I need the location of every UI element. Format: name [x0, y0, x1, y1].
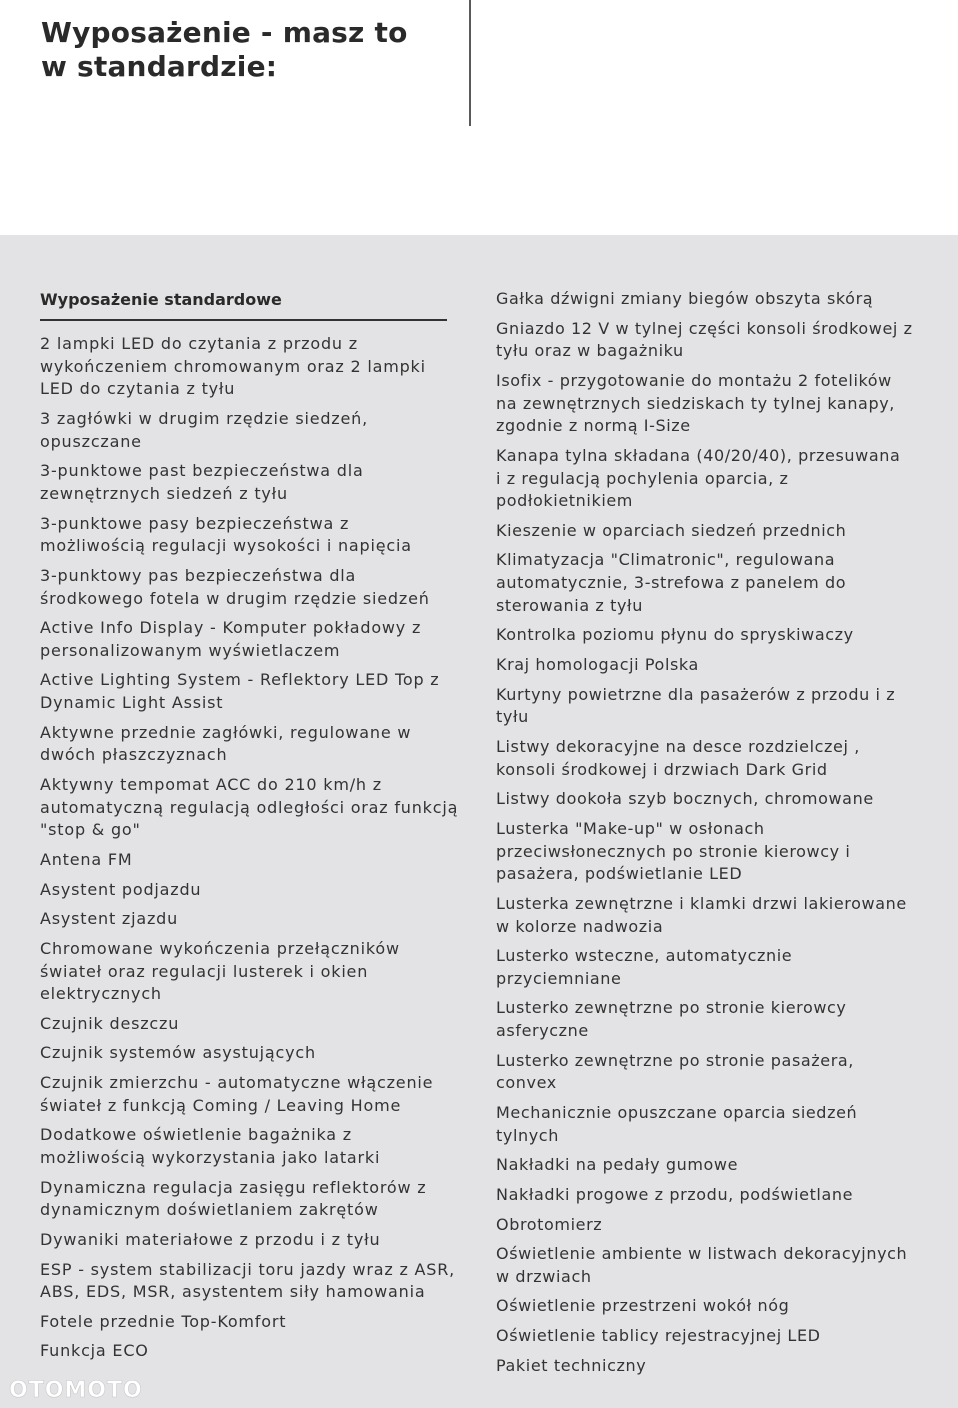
- list-item-line: 3-punktowe pasy bezpieczeństwa z: [40, 513, 350, 533]
- vertical-divider: [469, 0, 471, 126]
- list-item: [496, 624, 916, 647]
- list-item: [40, 1311, 460, 1334]
- list-item-line: automatyczną regulacją odległości oraz funkcją: [40, 797, 459, 817]
- list-item-line: możliwością wykorzystania jako latarki: [40, 1148, 381, 1168]
- list-item-line: Active Info Display - Komputer pokładowy z: [40, 618, 422, 638]
- list-item: [40, 722, 460, 767]
- list-item-line: Mechanicznie opuszczane oparcia siedzeń: [496, 1103, 858, 1123]
- list-item: [496, 445, 916, 513]
- equipment-list-left: [40, 333, 460, 1363]
- list-item-line: Czujnik deszczu: [40, 1013, 180, 1033]
- list-item-line: na zewnętrznych siedziskach ty tylnej kanapy,: [496, 393, 895, 413]
- list-item-line: Listwy dookoła szyb bocznych, chromowane: [496, 789, 874, 809]
- list-item-line: Dynamiczna regulacja zasięgu reflektorów z: [40, 1177, 427, 1197]
- list-item: [40, 938, 460, 1006]
- list-item: [496, 520, 916, 543]
- list-item: [40, 617, 460, 662]
- list-item-line: tyłu: [496, 707, 529, 727]
- list-item: [40, 849, 460, 872]
- list-item-line: automatycznie, 3-strefowa z panelem do: [496, 573, 847, 593]
- list-item-line: Kanapa tylna składana (40/20/40), przesuwana: [496, 445, 901, 465]
- list-item-line: "stop & go": [40, 820, 141, 840]
- list-item-line: 3-punktowy pas bezpieczeństwa dla: [40, 565, 357, 585]
- list-item: [496, 1355, 916, 1378]
- header-area: [0, 0, 958, 235]
- list-item-line: tyłu oraz w bagażniku: [496, 341, 684, 361]
- list-item-line: Antena FM: [40, 850, 133, 870]
- list-item-line: Oświetlenie ambiente w listwach dekoracyjnych: [496, 1244, 908, 1264]
- list-item-line: Dynamic Light Assist: [40, 693, 224, 713]
- list-item: [40, 1340, 460, 1363]
- list-item: [496, 654, 916, 677]
- list-item-line: konsoli środkowej i drzwiach Dark Grid: [496, 759, 828, 779]
- list-item-line: Kontrolka poziomu płynu do spryskiwaczy: [496, 625, 854, 645]
- list-item-line: Active Lighting System - Reflektory LED Top z: [40, 670, 440, 690]
- list-item: [496, 736, 916, 781]
- list-item-line: 3 zagłówki w drugim rzędzie siedzeń,: [40, 409, 368, 428]
- list-item: [496, 370, 916, 438]
- list-item-line: ESP - system stabilizacji toru jazdy wraz z ASR,: [40, 1259, 456, 1279]
- list-item: [496, 684, 916, 729]
- svg-text:OTOMOTO: OTOMOTO: [9, 1378, 143, 1402]
- list-item-line: zewnętrznych siedzeń z tyłu: [40, 484, 288, 503]
- list-item-line: Asystent zjazdu: [40, 909, 179, 929]
- list-item-line: Kurtyny powietrzne dla pasażerów z przodu i z: [496, 684, 896, 704]
- list-item-line: Obrotomierz: [496, 1214, 603, 1234]
- list-item: [496, 1295, 916, 1318]
- list-item-line: Lusterka zewnętrzne i klamki drzwi lakierowane: [496, 893, 907, 913]
- list-item-line: Dywaniki materiałowe z przodu i z tyłu: [40, 1229, 381, 1249]
- list-item: [40, 1124, 460, 1169]
- list-item-line: podłokietnikiem: [496, 491, 633, 511]
- list-item-line: Lusterko zewnętrzne po stronie pasażera,: [496, 1050, 854, 1070]
- list-item: [40, 879, 460, 902]
- list-item: [40, 1177, 460, 1222]
- list-item-line: tylnych: [496, 1125, 559, 1145]
- equipment-list-right: [496, 288, 916, 1377]
- list-item-line: pasażera, podświetlanie LED: [496, 864, 743, 884]
- list-item-line: środkowego fotela w drugim rzędzie siedzeń: [40, 588, 430, 608]
- list-item: [496, 1102, 916, 1147]
- list-item-line: przyciemniane: [496, 968, 622, 988]
- list-item: [496, 788, 916, 811]
- list-item: [496, 1184, 916, 1207]
- list-item-line: Oświetlenie tablicy rejestracyjnej LED: [496, 1326, 821, 1346]
- list-item-line: wykończeniem chromowanym oraz 2 lampki: [40, 356, 426, 376]
- list-item: [496, 318, 916, 363]
- page-title: [41, 16, 441, 84]
- list-item-line: Gniazdo 12 V w tylnej części konsoli środkowej z: [496, 318, 913, 338]
- list-item-line: 2 lampki LED do czytania z przodu z: [40, 334, 358, 353]
- list-item-line: dwóch płaszczyznach: [40, 745, 228, 765]
- list-item: [40, 1259, 460, 1304]
- list-item: [496, 818, 916, 886]
- list-item-line: asferyczne: [496, 1021, 589, 1041]
- list-item-line: Aktywne przednie zagłówki, regulowane w: [40, 722, 412, 742]
- list-item-line: świateł oraz regulacji lusterek i okien: [40, 961, 369, 981]
- page-title-line: w standardzie:: [41, 50, 278, 83]
- list-item-line: Oświetlenie przestrzeni wokół nóg: [496, 1296, 790, 1316]
- list-item-line: w drzwiach: [496, 1266, 592, 1286]
- list-item: [40, 774, 460, 842]
- list-item-line: sterowania z tyłu: [496, 595, 643, 615]
- list-item: [40, 460, 460, 505]
- list-item-line: Gałka dźwigni zmiany biegów obszyta skórą: [496, 289, 874, 308]
- list-item-line: w kolorze nadwozia: [496, 916, 664, 936]
- list-item-line: Listwy dekoracyjne na desce rozdzielczej ,: [496, 736, 860, 756]
- list-item-line: dynamicznym doświetlaniem zakrętów: [40, 1200, 379, 1220]
- list-item: [496, 549, 916, 617]
- right-column: [496, 288, 916, 1384]
- list-item-line: możliwością regulacji wysokości i napięcia: [40, 536, 412, 556]
- left-column: [40, 288, 460, 1370]
- list-item-line: ABS, EDS, MSR, asystentem siły hamowania: [40, 1282, 426, 1302]
- list-item-line: elektrycznych: [40, 984, 162, 1004]
- list-item: [40, 408, 460, 453]
- list-item: [496, 1214, 916, 1237]
- list-item: [496, 288, 916, 311]
- list-item-line: Czujnik systemów asystujących: [40, 1043, 316, 1063]
- list-item-line: convex: [496, 1073, 557, 1093]
- list-item-line: i z regulacją pochylenia oparcia, z: [496, 468, 789, 488]
- list-item-line: Lusterko wsteczne, automatycznie: [496, 946, 793, 966]
- list-item: [496, 1154, 916, 1177]
- list-item: [496, 1243, 916, 1288]
- list-item: [40, 565, 460, 610]
- list-item: [40, 669, 460, 714]
- list-item: [496, 997, 916, 1042]
- list-item-line: LED do czytania z tyłu: [40, 379, 236, 399]
- list-item-line: Isofix - przygotowanie do montażu 2 fotelików: [496, 370, 892, 390]
- list-item-line: personalizowanym wyświetlaczem: [40, 640, 341, 660]
- list-item: [496, 893, 916, 938]
- list-item: [40, 908, 460, 931]
- list-item: [40, 1229, 460, 1252]
- list-item: [40, 1042, 460, 1065]
- list-item-line: świateł z funkcją Coming / Leaving Home: [40, 1095, 402, 1115]
- list-item-line: Fotele przednie Top-Komfort: [40, 1311, 287, 1331]
- list-item-line: Pakiet techniczny: [496, 1355, 647, 1375]
- list-item-line: opuszczane: [40, 431, 142, 451]
- list-item-line: Aktywny tempomat ACC do 210 km/h z: [40, 775, 382, 795]
- list-item-line: Lusterka "Make-up" w osłonach: [496, 818, 765, 838]
- list-item-line: Dodatkowe oświetlenie bagażnika z: [40, 1125, 353, 1145]
- list-item: [40, 513, 460, 558]
- list-item-line: Klimatyzacja "Climatronic", regulowana: [496, 550, 836, 570]
- list-item-line: Chromowane wykończenia przełączników: [40, 938, 400, 958]
- list-item: [496, 1050, 916, 1095]
- list-item-line: 3-punktowe past bezpieczeństwa dla: [40, 461, 364, 481]
- otomoto-watermark-logo: [9, 1376, 167, 1402]
- list-item: [40, 1072, 460, 1117]
- list-item-line: Nakładki progowe z przodu, podświetlane: [496, 1184, 854, 1204]
- list-item: [40, 1013, 460, 1036]
- list-item-line: Lusterko zewnętrzne po stronie kierowcy: [496, 998, 847, 1018]
- list-item-line: Nakładki na pedały gumowe: [496, 1155, 739, 1175]
- list-item: [40, 333, 460, 401]
- section-title: Wyposażenie standardowe: [40, 288, 447, 321]
- list-item: [496, 1325, 916, 1348]
- list-item-line: Asystent podjazdu: [40, 879, 202, 899]
- list-item: [496, 945, 916, 990]
- page-title-line: Wyposażenie - masz to: [41, 16, 408, 49]
- list-item-line: Funkcja ECO: [40, 1341, 149, 1361]
- list-item-line: zgodnie z normą I-Size: [496, 416, 691, 436]
- list-item-line: Kraj homologacji Polska: [496, 655, 699, 675]
- list-item-line: przeciwsłonecznych po stronie kierowcy i: [496, 841, 851, 861]
- list-item-line: Kieszenie w oparciach siedzeń przednich: [496, 520, 847, 540]
- list-item-line: Czujnik zmierzchu - automatyczne włączenie: [40, 1073, 434, 1093]
